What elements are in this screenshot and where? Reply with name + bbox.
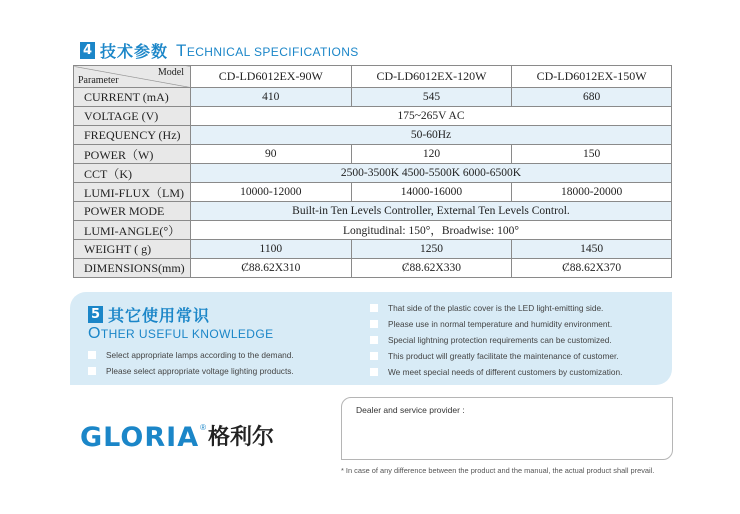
- table-row: [74, 126, 672, 145]
- table-cell: 120: [351, 145, 512, 164]
- footnote: * In case of any difference between the product and the manual, the actual product shall prevail.: [341, 466, 655, 475]
- model-header: CD-LD6012EX-90W: [190, 66, 351, 88]
- param-label: LUMI-ANGLE(°）: [74, 221, 191, 240]
- registered-mark: ®: [200, 423, 206, 432]
- section-number-badge: 4: [80, 42, 95, 59]
- knowledge-panel: [70, 292, 672, 385]
- table-row: [74, 145, 672, 164]
- table-row: [74, 164, 672, 183]
- param-label: VOLTAGE (V): [74, 107, 191, 126]
- list-item: Select appropriate lamps according to the demand.: [88, 350, 294, 360]
- param-label: DIMENSIONS(mm): [74, 259, 191, 278]
- table-cell: Ȼ88.62X310: [190, 259, 351, 278]
- param-label: CCT（K): [74, 164, 191, 183]
- table-cell: 18000-20000: [512, 183, 672, 202]
- list-item: Please use in normal temperature and humidity environment.: [370, 319, 612, 329]
- table-cell: 2500-3500K 4500-5500K 6000-6500K: [190, 164, 671, 183]
- table-cell: 410: [190, 88, 351, 107]
- spec-table: [73, 65, 672, 278]
- param-label: POWER（W): [74, 145, 191, 164]
- table-header-row: [74, 66, 672, 88]
- table-corner-cell: [74, 66, 191, 88]
- table-cell: 14000-16000: [351, 183, 512, 202]
- table-row: [74, 88, 672, 107]
- checkbox-square-icon: [370, 304, 378, 312]
- table-row: [74, 183, 672, 202]
- checkbox-square-icon: [370, 368, 378, 376]
- table-cell: 1250: [351, 240, 512, 259]
- table-cell: Ȼ88.62X330: [351, 259, 512, 278]
- list-item: We meet special needs of different customers by customization.: [370, 367, 622, 377]
- dealer-box: [341, 397, 673, 460]
- param-label: POWER MODE: [74, 202, 191, 221]
- dealer-label: Dealer and service provider :: [356, 405, 465, 415]
- table-cell: Built-in Ten Levels Controller, External Ten Levels Control.: [190, 202, 671, 221]
- table-row: [74, 107, 672, 126]
- table-cell: Ȼ88.62X370: [512, 259, 672, 278]
- logo-en-text: GLORIA: [80, 422, 200, 453]
- gloria-logo: [80, 423, 274, 453]
- table-cell: 150: [512, 145, 672, 164]
- table-cell: 1450: [512, 240, 672, 259]
- table-cell: 680: [512, 88, 672, 107]
- corner-parameter-label: Parameter: [78, 75, 119, 86]
- section-5-heading: [88, 303, 210, 326]
- list-item: This product will greatly facilitate the maintenance of customer.: [370, 351, 619, 361]
- table-cell: 175~265V AC: [190, 107, 671, 126]
- section-5-zh-title: 其它使用常识: [108, 306, 211, 325]
- table-cell: 50-60Hz: [190, 126, 671, 145]
- checkbox-square-icon: [370, 352, 378, 360]
- param-label: FREQUENCY (Hz): [74, 126, 191, 145]
- checkbox-square-icon: [370, 320, 378, 328]
- checkbox-square-icon: [88, 351, 96, 359]
- table-cell: Longitudinal: 150°，Broadwise: 100°: [190, 221, 671, 240]
- checkbox-square-icon: [370, 336, 378, 344]
- table-cell: 90: [190, 145, 351, 164]
- param-label: WEIGHT ( g): [74, 240, 191, 259]
- list-item: That side of the plastic cover is the LED light-emitting side.: [370, 303, 603, 313]
- param-label: LUMI-FLUX（LM): [74, 183, 191, 202]
- table-row: [74, 221, 672, 240]
- table-cell: 545: [351, 88, 512, 107]
- corner-model-label: Model: [157, 67, 184, 78]
- section-number-badge: 5: [88, 306, 103, 323]
- param-label: CURRENT (mA): [74, 88, 191, 107]
- section-5-en-title: OTHER USEFUL KNOWLEDGE: [88, 325, 274, 342]
- model-header: CD-LD6012EX-150W: [512, 66, 672, 88]
- list-item: Please select appropriate voltage lighting products.: [88, 366, 294, 376]
- table-row: [74, 202, 672, 221]
- table-cell: 10000-12000: [190, 183, 351, 202]
- checkbox-square-icon: [88, 367, 96, 375]
- section-4-heading: [80, 39, 359, 62]
- table-row: [74, 259, 672, 278]
- logo-zh-text: 格利尔: [208, 425, 275, 450]
- table-cell: 1100: [190, 240, 351, 259]
- table-row: [74, 240, 672, 259]
- section-4-zh-title: 技术参数: [100, 42, 169, 61]
- list-item: Special lightning protection requirements can be customized.: [370, 335, 612, 345]
- section-4-en-title: TECHNICAL SPECIFICATIONS: [176, 40, 359, 60]
- model-header: CD-LD6012EX-120W: [351, 66, 512, 88]
